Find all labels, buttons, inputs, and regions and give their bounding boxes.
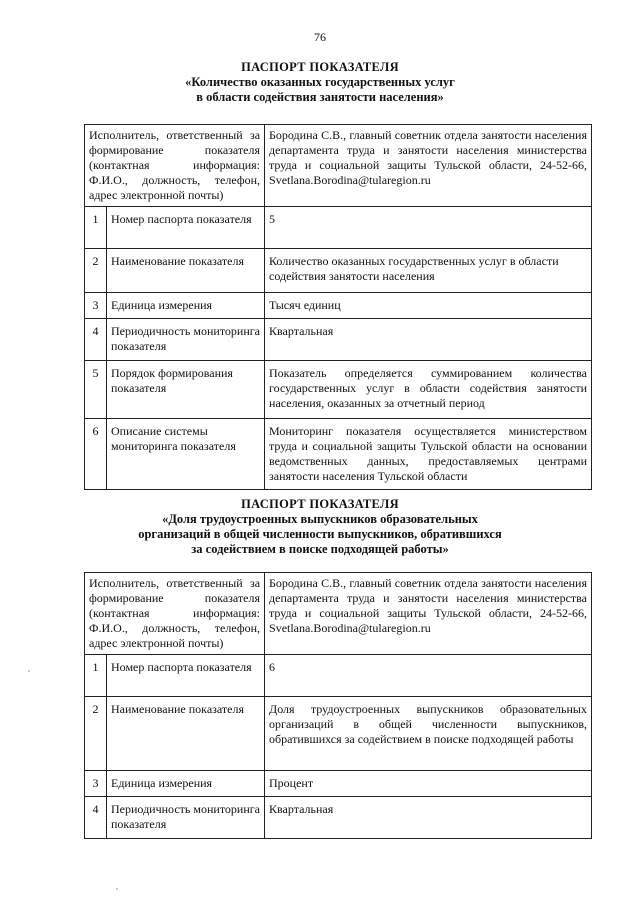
row-label: Наименование показателя (107, 697, 265, 771)
row-number: 6 (85, 419, 107, 490)
passport-2-subtitle-line-3: за содействием в поиске подходящей работы» (191, 542, 449, 556)
executor-value: Бородина С.В., главный советник отдела занятости населения департамента труда и занятости населения министерства труда и социальной защиты Тульской области, 24-52-66, Svetlana.Borodina@tularegion.ru (265, 573, 592, 655)
page-number: 76 (314, 30, 326, 44)
row-label: Номер паспорта показателя (107, 655, 265, 697)
row-number: 4 (85, 797, 107, 839)
row-number: 3 (85, 293, 107, 319)
table-row (85, 249, 592, 293)
table-row (85, 319, 592, 361)
scan-speck (28, 670, 30, 672)
row-value: Процент (265, 771, 592, 797)
row-label: Периодичность мониторинга показателя (107, 319, 265, 361)
passport-1-table (84, 124, 592, 490)
row-label: Наименование показателя (107, 249, 265, 293)
row-value: Мониторинг показателя осуществляется министерством труда и социальной защиты Тульской области на основании ведомственных данных, предоставляемых центрами занятости населения Тульской области (265, 419, 592, 490)
passport-1-subtitle-line-1: «Количество оказанных государственных услуг (185, 75, 455, 89)
passport-2-heading (0, 497, 640, 557)
row-label: Порядок формирования показателя (107, 361, 265, 419)
executor-row (85, 125, 592, 207)
row-value: Квартальная (265, 319, 592, 361)
row-label: Единица измерения (107, 771, 265, 797)
executor-value: Бородина С.В., главный советник отдела занятости населения департамента труда и занятости населения министерства труда и социальной защиты Тульской области, 24-52-66, Svetlana.Borodina@tularegion.ru (265, 125, 592, 207)
table-row (85, 697, 592, 771)
row-value: Доля трудоустроенных выпускников образовательных организаций в общей численности выпускников, обратившихся за содействием в поиске подходящей работы (265, 697, 592, 771)
row-number: 1 (85, 207, 107, 249)
passport-1-subtitle-line-2: в области содействия занятости населения» (196, 90, 444, 104)
executor-row (85, 573, 592, 655)
row-value: 6 (265, 655, 592, 697)
row-label: Периодичность мониторинга показателя (107, 797, 265, 839)
table-row (85, 771, 592, 797)
table-row (85, 207, 592, 249)
row-number: 3 (85, 771, 107, 797)
row-value: Квартальная (265, 797, 592, 839)
row-number: 2 (85, 249, 107, 293)
row-label: Описание системы мониторинга показателя (107, 419, 265, 490)
row-number: 1 (85, 655, 107, 697)
scan-speck (116, 888, 118, 890)
row-number: 5 (85, 361, 107, 419)
passport-1-title: ПАСПОРТ ПОКАЗАТЕЛЯ (241, 60, 399, 74)
row-number: 4 (85, 319, 107, 361)
passport-2-subtitle-line-1: «Доля трудоустроенных выпускников образовательных (162, 512, 478, 526)
table-row (85, 655, 592, 697)
table-row (85, 361, 592, 419)
table-row (85, 293, 592, 319)
passport-2-table (84, 572, 592, 839)
passport-2-title: ПАСПОРТ ПОКАЗАТЕЛЯ (241, 497, 399, 511)
table-row (85, 797, 592, 839)
row-value: Количество оказанных государственных услуг в области содействия занятости населения (265, 249, 592, 293)
table-row (85, 419, 592, 490)
row-label: Единица измерения (107, 293, 265, 319)
row-value: Показатель определяется суммированием количества государственных услуг в области содействия занятости населения, оказанных за отчетный период (265, 361, 592, 419)
executor-label: Исполнитель, ответственный за формирование показателя (контактная информация: Ф.И.О., должность, телефон, адрес электронной почты) (85, 573, 265, 655)
row-number: 2 (85, 697, 107, 771)
row-value: 5 (265, 207, 592, 249)
passport-1-heading (0, 60, 640, 105)
row-label: Номер паспорта показателя (107, 207, 265, 249)
row-value: Тысяч единиц (265, 293, 592, 319)
passport-2-subtitle-line-2: организаций в общей численности выпускников, обратившихся (138, 527, 502, 541)
executor-label: Исполнитель, ответственный за формирование показателя (контактная информация: Ф.И.О., должность, телефон, адрес электронной почты) (85, 125, 265, 207)
